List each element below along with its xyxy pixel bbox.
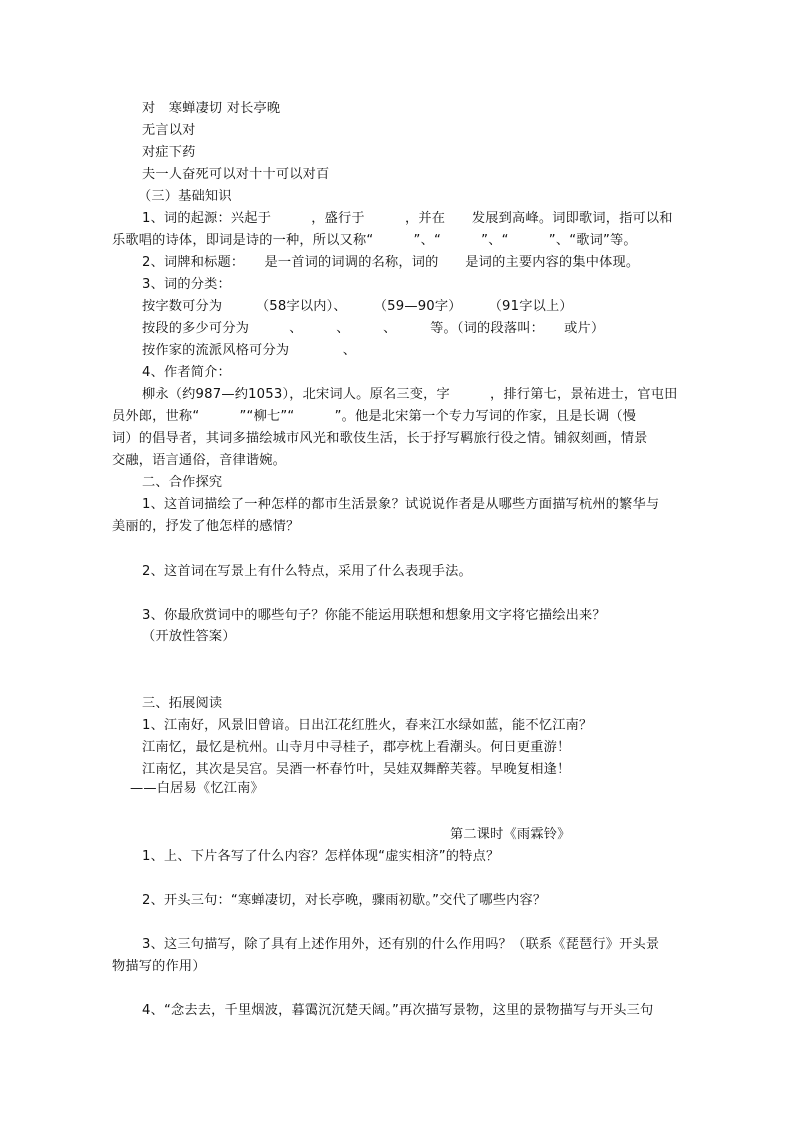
text-line: 交融，语言通俗，音律谐婉。 bbox=[112, 453, 287, 468]
text-line: 按字数可分为 （58字以内）、 （59—90字） （91字以上） bbox=[142, 299, 573, 314]
text-line: 词）的倡导者，其词多描绘城市风光和歌伎生活，长于抒写羁旅行役之情。铺叙刻画，情景 bbox=[112, 431, 648, 446]
text-line: 江南忆，其次是吴宫。吴酒一杯春竹叶，吴娃双舞醉芙蓉。早晚复相逢！ bbox=[142, 762, 571, 777]
text-line: 1、词的起源：兴起于 ，盛行于 ，并在 发展到高峰。词即歌词，指可以和 bbox=[142, 211, 673, 226]
text-line: 3、你最欣赏词中的哪些句子？你能不能运用联想和想象用文字将它描绘出来？ bbox=[142, 608, 606, 623]
text-line: 物描写的作用） bbox=[112, 959, 206, 974]
text-line: 柳永（约987—约1053），北宋词人。原名三变，字 ，排行第七，景祐进士，官屯田 bbox=[142, 387, 678, 402]
text-line: 1、江南好，风景旧曾谙。日出江花红胜火，春来江水绿如蓝，能不忆江南？ bbox=[142, 718, 593, 733]
text-line: 4、作者简介： bbox=[142, 365, 231, 380]
text-line: 对 寒蝉凄切 对长亭晚 bbox=[142, 101, 281, 116]
text-line: 1、上、下片各写了什么内容？怎样体现“虚实相济”的特点？ bbox=[142, 849, 500, 864]
text-line: 2、这首词在写景上有什么特点，采用了什么表现手法。 bbox=[142, 564, 472, 579]
text-line: 2、开头三句：“寒蝉凄切，对长亭晚，骤雨初歇。”交代了哪些内容？ bbox=[142, 893, 547, 908]
text-line: 夫一人奋死可以对十十可以对百 bbox=[142, 167, 330, 182]
text-line: 乐歌唱的诗体，即词是诗的一种，所以又称“ ”、“ ”、“ ”、“歌词”等。 bbox=[112, 233, 637, 248]
section-heading: 二、合作探究 bbox=[142, 475, 223, 490]
text-line: 4、“念去去，千里烟波，暮霭沉沉楚天阔。”再次描写景物，这里的景物描写与开头三句 bbox=[142, 1003, 654, 1018]
lesson-title: 第二课时《雨霖铃》 bbox=[450, 827, 571, 842]
poem-attribution: ——白居易《忆江南》 bbox=[130, 781, 264, 796]
section-heading: 三、拓展阅读 bbox=[142, 696, 223, 711]
text-line: 无言以对 bbox=[142, 123, 196, 138]
text-line: （开放性答案） bbox=[142, 629, 236, 644]
text-line: 3、这三句描写，除了具有上述作用外，还有别的什么作用吗？（联系《琵琶行》开头景 bbox=[142, 937, 660, 952]
text-line: 按作家的流派风格可分为 、 bbox=[142, 343, 357, 358]
text-line: 3、词的分类： bbox=[142, 277, 231, 292]
text-line: 江南忆，最忆是杭州。山寺月中寻桂子，郡亭枕上看潮头。何日更重游！ bbox=[142, 740, 571, 755]
section-heading: （三）基础知识 bbox=[138, 189, 232, 204]
text-line: 美丽的，抒发了他怎样的感情？ bbox=[112, 519, 300, 534]
text-line: 2、词牌和标题： 是一首词的词调的名称，词的 是词的主要内容的集中体现。 bbox=[142, 255, 640, 270]
text-line: 对症下药 bbox=[142, 145, 196, 160]
text-line: 按段的多少可分为 、 、 、 等。（词的段落叫： 或片） bbox=[142, 321, 605, 336]
text-line: 1、这首词描绘了一种怎样的都市生活景象？试说说作者是从哪些方面描写杭州的繁华与 bbox=[142, 497, 660, 512]
text-line: 员外郎，世称“ ”“柳七”“ ”。他是北宋第一个专力写词的作家，且是长调（慢 bbox=[112, 409, 637, 424]
